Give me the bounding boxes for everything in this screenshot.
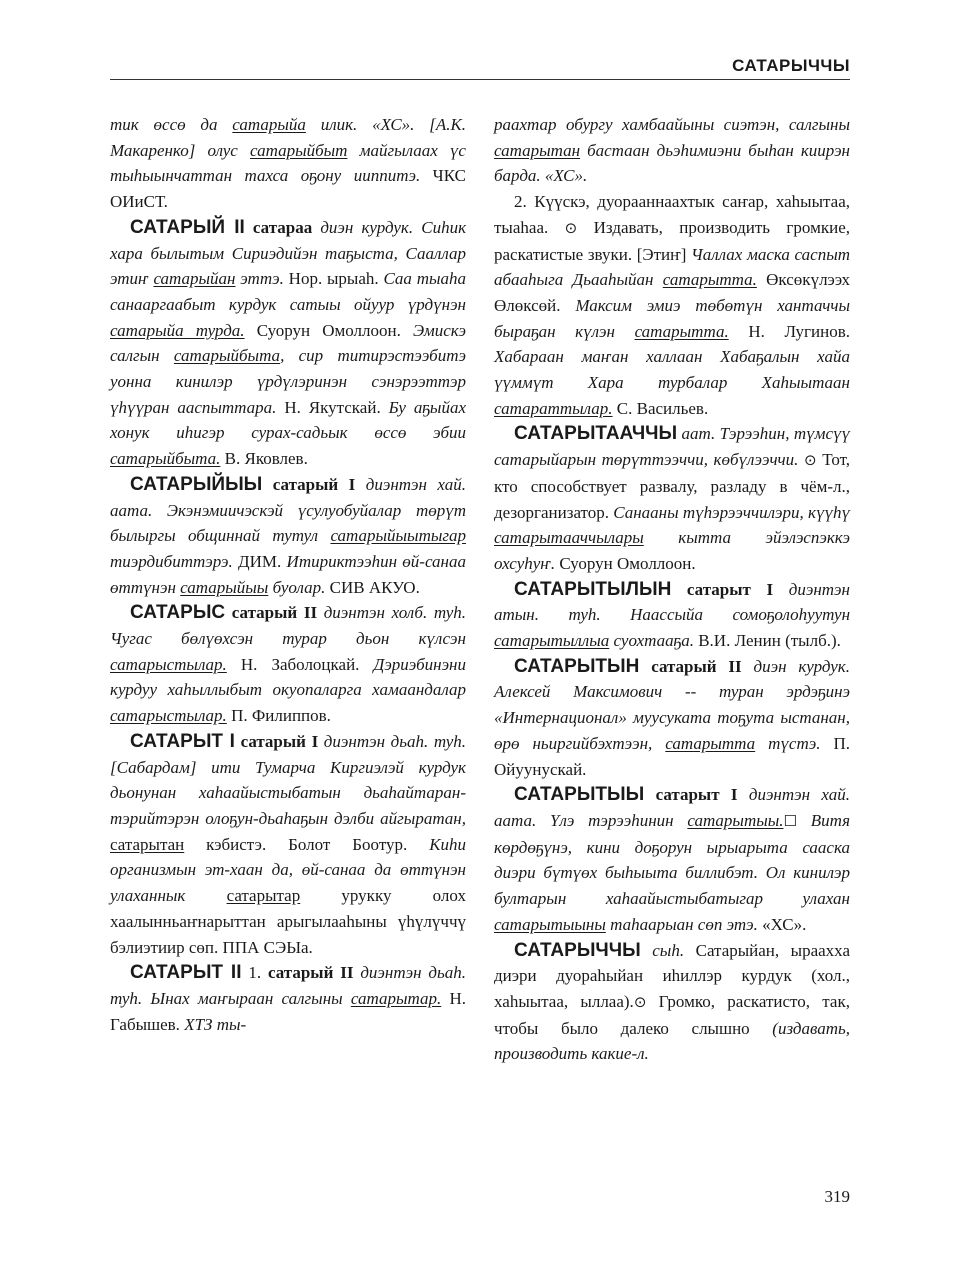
russian-gloss-icon: ⊙: [633, 992, 647, 1011]
entry-satarij-2: САТАРЫЙ II сатараа диэн курдук. Сиһик хара былытым Сириэдийэн таҕыста, Сааллар этиҥ сатарыйан эттэ. Нор. ырыаһ. Саа тыаһа санааргаабыт курдук сатыы ойуур үрдүнэн сатарыйа турда. Суорун Омоллоон. Эмискэ салгын сатарыйбыта, сир титирэстээбитэ уонна кинилэр үрдүлэринэн сэнэрээттэр үһүүран ааспыттара. Н. Якутскай. Бу аҕыйах хонук иһигэр сурах-садьык өссө эбии сатарыйбыта. В. Яковлев.: [110, 216, 467, 469]
left-column: [110, 112, 466, 1037]
entry-continuation: раахтар обургу хамбаайыны сиэтэн, салгыны сатарытан бастаан дьэһимиэни быһан киирэн барда. «ХС».: [494, 115, 850, 186]
running-title: САТАРЫЧЧЫ: [732, 56, 850, 75]
entry-satarytyn: САТАРЫТЫН сатарый II диэн курдук. Алексей Максимович -- туран эрдэҕинэ «Интернационал» муусуката тоҕута ыстанан, өрө ньиргийбэхтээн, сатарытта түстэ. П. Ойуунускай.: [494, 655, 850, 779]
header-rule: [110, 79, 850, 80]
headword: САТАРЫС: [130, 602, 226, 624]
entry-satarytaachchy: САТАРЫТААЧЧЫ аат. Тэрээһин, түмсүү сатарыйарын төрүттээччи, көбүлээччи. ⊙ Тот, кто способствует развалу, разладу в чём-л., дезорганизатор. Санааны түһэрээччилэри, күүһү сатарытааччылары кытта эйэлэспэккэ охсуһуҥ. Суорун Омоллоон.: [494, 423, 850, 573]
entry-satarys: САТАРЫС сатарый II диэнтэн холб. туһ. Чугас бөлүөхсэн турар дьон күлсэн сатарыстылар. Н. Заболоцкай. Дэриэбинэни курдуу хаһыллыбыт окуопаларга хамаандалар сатарыстылар. П. Филиппов.: [110, 602, 466, 726]
russian-gloss-icon: ⊙: [564, 218, 578, 237]
headword: САТАРЫТЫН: [514, 655, 640, 677]
right-column: [494, 112, 850, 1067]
page-number: 319: [824, 1187, 850, 1206]
running-header: [110, 56, 850, 78]
entry-satarijyy: САТАРЫЙЫЫ сатарый I диэнтэн хай. аата. Экэнэмиичэскэй үсулуобуйалар төрүт былыргы общиннай тутул сатарыйыытыгар тиэрдибиттэрэ. ДИМ. Итириктээһин өй-санаа өттүнэн сатарыйыы буолар. СИВ АКУО.: [110, 473, 466, 597]
headword: САТАРЫЧЧЫ: [514, 939, 641, 961]
entry-satarychchy: САТАРЫЧЧЫ сыһ. Сатарыйан, ыраахха диэри дуораһыйан иһиллэр курдук (хол., хаһыытаа, ыллаа).⊙ Громко, раскатисто, так, чтобы было далеко слышно (издавать, производить какие-л.: [494, 939, 851, 1064]
russian-gloss-icon: ⊙: [804, 451, 817, 470]
headword: САТАРЫТЫЫ: [514, 784, 645, 806]
entry-satarytyy: САТАРЫТЫЫ сатарыт I диэнтэн хай. аата. Үлэ тэрээһинин сатарытыы.☐ Витя көрдөҕүнэ, кини доҕорун ырыарыта сааска диэри бүтүөх быһыыта биллибэт. Ол кинилэр бултарын хаһаайыстыбатыгар улахан сатарытыыны таһаарыан сөп этэ. «ХС».: [494, 784, 850, 934]
headword: САТАРЫТ I: [130, 730, 235, 752]
sense-2: 2. Күүскэ, дуорааннаахтык саҥар, хаһыытаа, тыаһаа. ⊙ Издавать, производить громкие, раскатистые звуки. [Этиҥ] Чаллах маска саспыт абааһыга Дьааһыйан сатарытта. Өксөкүлээх Өлөксөй. Максим эмиэ төбөтүн хантаччы быраҕан күлэн сатарытта. Н. Лугинов. Хабараан маҥан халлаан Хабаҕалын хайа үүммүт Хара турбалар Хаһыытаан сатараттылар. С. Васильев.: [494, 192, 850, 418]
entry-satarit-2: САТАРЫТ II 1. сатарый II диэнтэн дьаһ. туһ. Ынах маҥыраан салгыны сатарытар. Н. Габышев. ХТЗ ты-: [110, 962, 467, 1034]
headword: САТАРЫТ II: [130, 962, 242, 984]
example-box-icon: ☐: [783, 811, 797, 830]
entry-satarytylyn: САТАРЫТЫЛЫН сатарыт I диэнтэн атын. туһ. Наассыйа сомоҕолоһуутун сатарытыллыа суохтааҕа. В.И. Ленин (тылб.).: [494, 578, 850, 651]
headword: САТАРЫЙЫЫ: [130, 473, 263, 495]
entry-satarit-1: САТАРЫТ I сатарый I диэнтэн дьаһ. туһ. [Сабардам] ити Тумарча Киргиэлэй курдук дьонунан хаһаайыстыбатын дьаһайтаран-тэрийтэрэн олоҕун-дьаһаҕын дэлби айгыратан, сатарытан кэбистэ. Болот Боотур. Киһи организмын эт-хаан да, өй-санаа да өттүнэн улаханнык сатарытар урукку олох хаалынньаҥнарыттан арыгылааһыны үһүлүччү бэлиэтиир сөп. ППА СЭЫа.: [110, 730, 466, 957]
headword: САТАРЫТААЧЧЫ: [514, 423, 678, 445]
headword: САТАРЫТЫЛЫН: [514, 578, 672, 600]
headword: САТАРЫЙ II: [130, 216, 245, 238]
entry-continuation: тик өссө да сатарыйа илик. «ХС». [А.К. Макаренко] олус сатарыйбыт майгылаах үс тыһыынчаттан тахса оҕону ииппитэ. ЧКС ОИиСТ.: [110, 115, 467, 212]
